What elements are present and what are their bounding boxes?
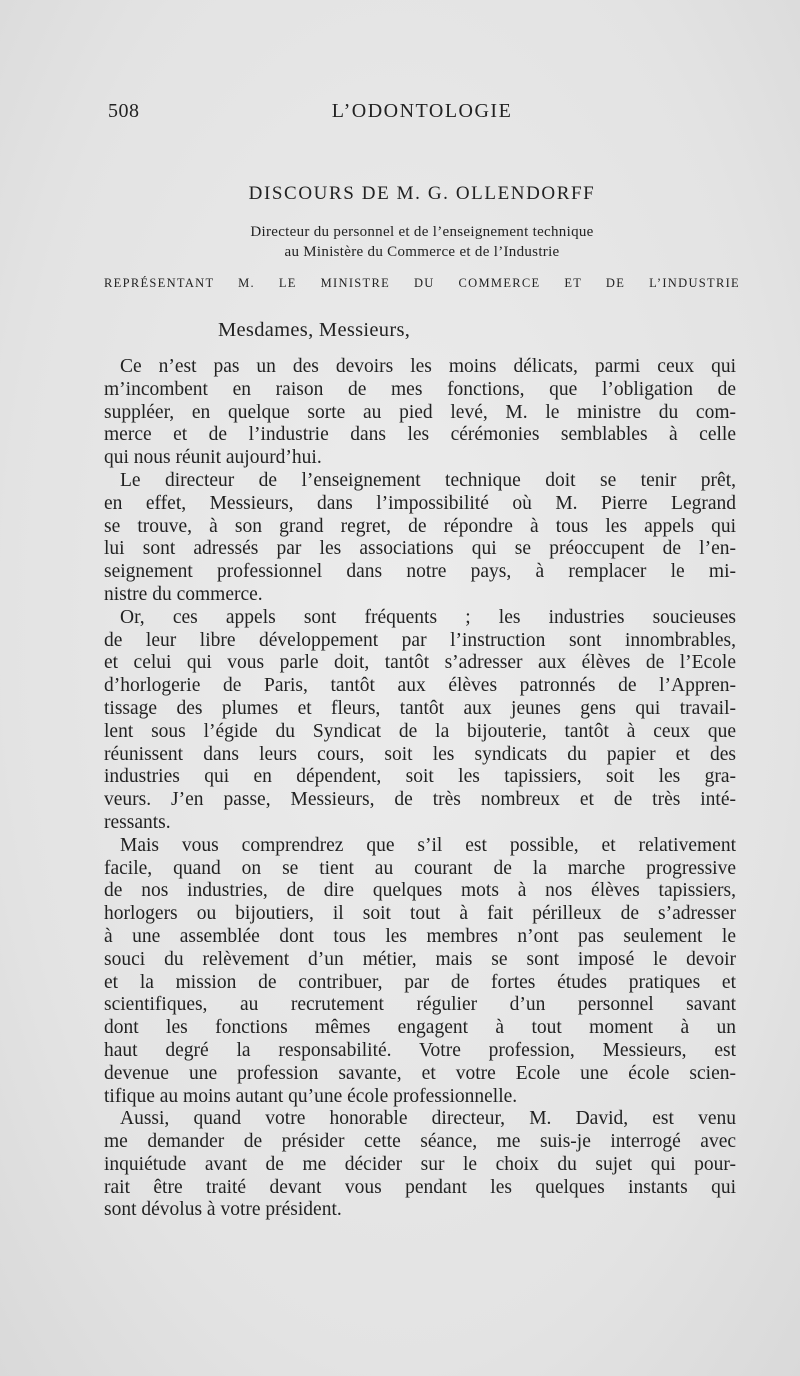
text-line: souci du relèvement d’un métier, mais se sont imposé le devoir [104,948,736,970]
text-line: de nos industries, de dire quelques mots à nos élèves tapissiers, [104,880,736,902]
text-line: à une assemblée dont tous les membres n’ont pas seulement le [104,925,736,947]
running-head [108,100,736,132]
affiliation-line-2: au Ministère du Commerce et de l’Industrie [284,244,560,260]
text-line: seignement professionnel dans notre pays, à remplacer le mi- [104,561,736,583]
text-line: et celui qui vous parle doit, tantôt s’adresser aux élèves de l’Ecole [104,652,736,674]
text-line: d’horlogerie de Paris, tantôt aux élèves patronnés de l’Appren- [104,675,736,697]
text-line: inquiétude avant de me décider sur le choix du sujet qui pour- [104,1153,736,1175]
text-line: en effet, Messieurs, dans l’impossibilité où M. Pierre Legrand [104,492,736,514]
body-text [104,356,736,1222]
text-line: industries qui en dépendent, soit les tapissiers, soit les gra- [104,766,736,788]
text-line: merce et de l’industrie dans les cérémonies semblables à celle [104,424,736,446]
text-line: suppléer, en quelque sorte au pied levé, M. le ministre du com- [104,401,736,423]
text-line: haut degré la responsabilité. Votre profession, Messieurs, est [104,1039,736,1061]
affiliation-line-1: Directeur du personnel et de l’enseignement technique [250,224,594,240]
text-line: qui nous réunit aujourd’hui. [104,447,322,469]
text-line: Le directeur de l’enseignement technique doit se tenir prêt, [120,469,736,491]
text-line: horlogers ou bijoutiers, il soit tout à fait périlleux de s’adresser [104,903,736,925]
text-line: de leur libre développement par l’instruction sont innombrables, [104,629,736,651]
text-line: lent sous l’égide du Syndicat de la bijouterie, tantôt à ceux que [104,720,736,742]
page-number: 508 [108,100,140,122]
text-line: veurs. J’en passe, Messieurs, de très nombreux et de très inté- [104,789,736,811]
text-line: sont dévolus à votre président. [104,1199,342,1221]
text-line: dont les fonctions mêmes engagent à tout moment à un [104,1017,736,1039]
text-line: m’incombent en raison de mes fonctions, que l’obligation de [104,378,736,400]
text-line: devenue une profession savante, et votre Ecole une école scien- [104,1062,736,1084]
text-line: facile, quand on se tient au courant de la marche progressive [104,857,736,879]
text-line: tifique au moins autant qu’une école professionnelle. [104,1085,518,1107]
speech-title: DISCOURS DE M. G. OLLENDORFF [248,183,596,204]
text-line: tissage des plumes et fleurs, tantôt aux jeunes gens qui travail- [104,697,736,719]
text-line: réunissent dans leurs cours, soit les syndicats du papier et des [104,743,736,765]
text-line: nistre du commerce. [104,583,263,605]
salutation: Mesdames, Messieurs, [218,319,411,341]
text-line: Aussi, quand votre honorable directeur, M. David, est venu [120,1108,736,1130]
text-line: Ce n’est pas un des devoirs les moins délicats, parmi ceux qui [120,356,736,377]
journal-title: L’ODONTOLOGIE [331,100,513,122]
text-line: et la mission de contribuer, par de fortes études pratiques et [104,971,736,993]
text-line: Mais vous comprendrez que s’il est possible, et relativement [120,834,736,856]
text-line: se trouve, à son grand regret, de répondre à tous les appels qui [104,515,736,537]
text-line: lui sont adressés par les associations qui se préoccupent de l’en- [104,538,736,560]
text-line: scientifiques, au recrutement régulier d’un personnel savant [104,994,736,1016]
text-line: Or, ces appels sont fréquents ; les industries soucieuses [120,606,736,628]
text-line: rait être traité devant vous pendant les quelques instants qui [104,1176,736,1198]
text-line: ressants. [104,811,171,833]
text-line: me demander de présider cette séance, me suis-je interrogé avec [104,1131,736,1153]
representing-line: REPRÉSENTANT M. LE MINISTRE DU COMMERCE ET DE L’INDUSTRIE [104,276,740,290]
